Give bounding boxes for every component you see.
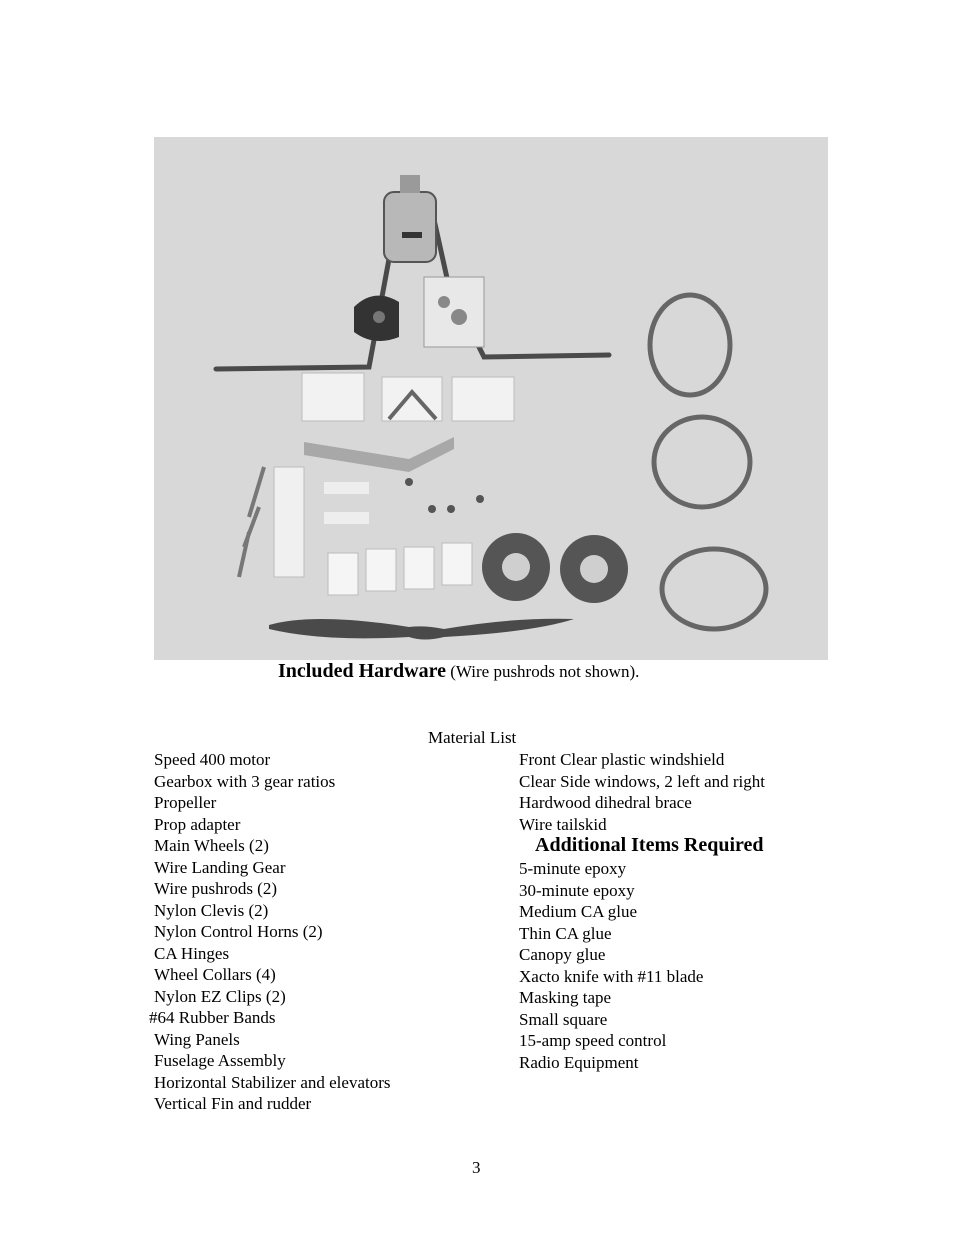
- additional-items-heading: Additional Items Required: [535, 834, 764, 856]
- list-item: Nylon Control Horns (2): [154, 922, 323, 941]
- list-item: Thin CA glue: [519, 923, 612, 943]
- list-item: Horizontal Stabilizer and elevators: [154, 1072, 391, 1092]
- list-item: Fuselage Assembly: [154, 1051, 286, 1070]
- material-list-title: Material List: [428, 728, 517, 747]
- list-item: Wire pushrods (2): [154, 879, 278, 898]
- list-item: Wire tailskid: [519, 814, 607, 834]
- hardware-photo: [154, 137, 828, 660]
- list-item: Prop adapter: [154, 814, 241, 834]
- list-item: Medium CA glue: [519, 902, 638, 921]
- material-list-right-column: [519, 749, 765, 1073]
- list-item: Clear Side windows, 2 left and right: [519, 771, 765, 791]
- list-item: Small square: [519, 1009, 608, 1029]
- list-item: Nylon EZ Clips (2): [154, 986, 286, 1006]
- list-item: 30-minute epoxy: [519, 880, 635, 900]
- list-item: Masking tape: [519, 988, 612, 1007]
- list-item: #64 Rubber Bands: [149, 1008, 276, 1027]
- caption-note: (Wire pushrods not shown).: [445, 662, 640, 681]
- list-item: Radio Equipment: [519, 1052, 639, 1072]
- list-item: Hardwood dihedral brace: [519, 793, 692, 812]
- photo-caption: [278, 660, 639, 683]
- list-item: Wire Landing Gear: [154, 857, 286, 877]
- list-item: Nylon Clevis (2): [154, 900, 269, 920]
- list-item: CA Hinges: [154, 943, 230, 963]
- list-item: Speed 400 motor: [154, 750, 271, 769]
- list-item: Wheel Collars (4): [154, 965, 276, 984]
- list-item: Propeller: [154, 793, 217, 812]
- caption-title: Included Hardware: [278, 660, 446, 682]
- list-item: Gearbox with 3 gear ratios: [154, 771, 336, 791]
- list-item: Wing Panels: [154, 1029, 240, 1049]
- list-item: Canopy glue: [519, 945, 606, 964]
- list-item: 15-amp speed control: [519, 1031, 667, 1050]
- list-item: Main Wheels (2): [154, 836, 269, 855]
- list-item: Front Clear plastic windshield: [519, 750, 725, 769]
- list-item: Xacto knife with #11 blade: [519, 966, 704, 986]
- list-item: 5-minute epoxy: [519, 859, 627, 878]
- page-number: 3: [472, 1158, 481, 1177]
- material-list-left-column: [149, 749, 391, 1115]
- list-item: Vertical Fin and rudder: [154, 1094, 312, 1113]
